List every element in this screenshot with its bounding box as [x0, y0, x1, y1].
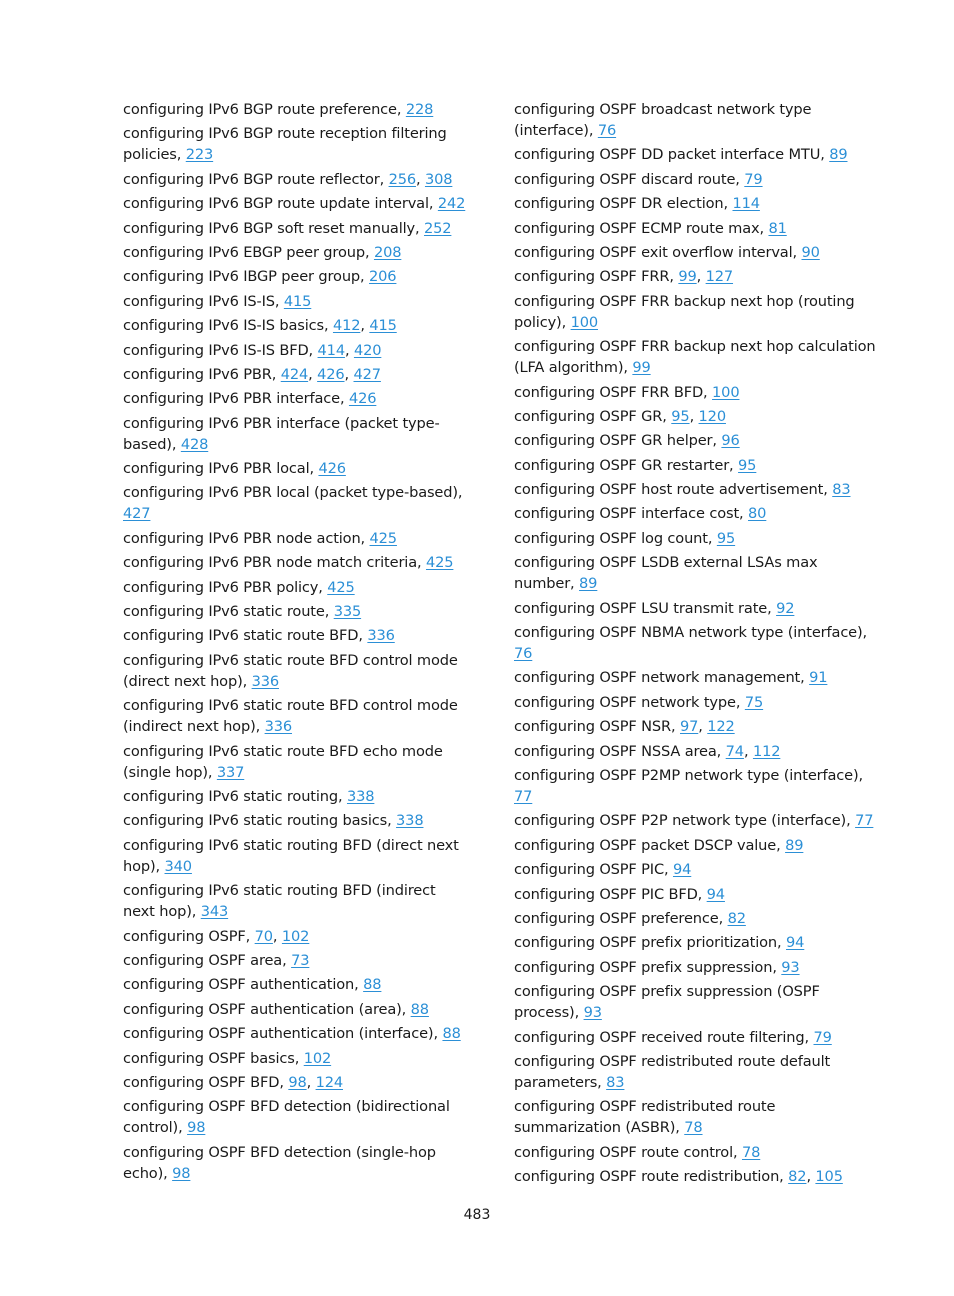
- index-entry: [514, 622, 876, 664]
- index-term: configuring OSPF network management,: [514, 669, 810, 687]
- page-link[interactable]: 428: [180, 435, 209, 453]
- page-link[interactable]: 336: [251, 672, 279, 690]
- index-entry: [123, 552, 468, 573]
- page-link[interactable]: 338: [346, 787, 375, 805]
- index-term: configuring IPv6 BGP route update interval,: [123, 195, 438, 213]
- index-term: configuring OSPF redistributed route default parameters,: [514, 1052, 831, 1091]
- page-link[interactable]: 425: [425, 554, 454, 572]
- index-entry: configuring IPv6 PBR, 424, 426, 427: [123, 365, 381, 383]
- index-entry: configuring IPv6 IS-IS basics, 412, 415: [123, 317, 397, 335]
- page-link[interactable]: 83: [606, 1073, 625, 1091]
- index-term: configuring OSPF NBMA network type (interface),: [514, 624, 868, 642]
- index-term: configuring OSPF FRR backup next hop (routing policy),: [514, 292, 855, 331]
- page-link[interactable]: 426: [318, 460, 346, 478]
- index-entry: configuring IPv6 IS-IS BFD, 414, 420: [123, 341, 382, 359]
- index-term: configuring OSPF BFD detection (single-hop echo),: [123, 1143, 436, 1182]
- index-entry: [123, 242, 468, 263]
- page-link[interactable]: 91: [809, 669, 828, 687]
- page-link[interactable]: 97: [680, 718, 699, 736]
- index-entry: [123, 650, 468, 692]
- index-entry: [514, 291, 876, 333]
- index-term: configuring OSPF FRR BFD,: [514, 383, 713, 401]
- page-link[interactable]: 223: [185, 146, 214, 164]
- index-term: configuring IPv6 BGP soft reset manually,: [123, 219, 424, 237]
- page-link[interactable]: 100: [570, 313, 598, 331]
- index-term: configuring OSPF log count,: [514, 529, 717, 547]
- index-term: configuring OSPF basics,: [123, 1049, 304, 1067]
- index-term: configuring OSPF,: [123, 927, 255, 945]
- index-entry: [514, 859, 876, 880]
- page-link[interactable]: 82: [788, 1168, 807, 1186]
- index-entry: [514, 455, 876, 476]
- index-entry: [123, 974, 468, 995]
- index-term: configuring OSPF broadcast network type (interface),: [514, 101, 812, 139]
- page-link[interactable]: 426: [348, 390, 377, 408]
- index-term: configuring IPv6 static route,: [123, 603, 334, 621]
- index-entry: [514, 667, 876, 688]
- index-term: configuring OSPF LSDB external LSAs max number,: [514, 554, 818, 593]
- page-link[interactable]: 427: [123, 505, 151, 523]
- index-term: configuring OSPF BFD,: [123, 1073, 289, 1091]
- index-term: configuring IPv6 PBR local (packet type-based),: [123, 484, 463, 502]
- index-entry: [514, 169, 876, 190]
- index-entry: [123, 1048, 468, 1069]
- index-entry: [123, 810, 468, 831]
- page-link[interactable]: 88: [410, 1000, 429, 1018]
- page-link[interactable]: 93: [781, 958, 800, 976]
- page-link[interactable]: 127: [705, 268, 734, 286]
- index-entry: [514, 981, 876, 1023]
- page-link[interactable]: 343: [200, 903, 229, 921]
- index-entry: [123, 1096, 468, 1138]
- page-link[interactable]: 338: [396, 812, 424, 830]
- index-term: configuring OSPF BFD detection (bidirectional control),: [123, 1098, 450, 1137]
- index-entry: [514, 336, 876, 378]
- index-entry: [514, 144, 876, 165]
- index-entry: [123, 577, 468, 598]
- index-term: configuring OSPF GR helper,: [514, 432, 722, 450]
- index-term: configuring IPv6 BGP route reflector,: [123, 170, 389, 188]
- page-link[interactable]: 242: [437, 195, 466, 213]
- index-entry: [123, 291, 468, 312]
- index-term: configuring IPv6 PBR node match criteria,: [123, 554, 426, 572]
- page-link[interactable]: 415: [283, 292, 312, 310]
- index-term: configuring OSPF packet DSCP value,: [514, 836, 786, 854]
- page-link[interactable]: 206: [369, 268, 397, 286]
- page-number: 483: [463, 1207, 491, 1223]
- index-entry: [123, 1023, 468, 1044]
- page-link[interactable]: 94: [706, 885, 725, 903]
- index-entry: [514, 835, 876, 856]
- index-entry: [514, 1142, 876, 1163]
- page-link[interactable]: 99: [632, 359, 651, 377]
- page-link[interactable]: 414: [317, 341, 345, 359]
- page-link[interactable]: 252: [423, 219, 452, 237]
- index-entry: configuring OSPF GR, 95, 120: [514, 407, 726, 425]
- page-link[interactable]: 78: [741, 1143, 761, 1161]
- index-term: configuring OSPF FRR,: [514, 268, 679, 286]
- index-term: configuring OSPF FRR backup next hop calculation (LFA algorithm),: [514, 338, 876, 377]
- page-link[interactable]: 95: [716, 529, 736, 547]
- index-term: configuring OSPF authentication (area),: [123, 1000, 411, 1018]
- index-column-left: [123, 99, 468, 1187]
- index-term: configuring IPv6 EBGP peer group,: [123, 243, 374, 261]
- page-link[interactable]: 336: [264, 718, 292, 736]
- index-entry: [123, 601, 468, 622]
- index-term: configuring OSPF authentication,: [123, 976, 364, 994]
- index-entry: [514, 503, 876, 524]
- index-entry: [514, 193, 876, 214]
- page-link[interactable]: 70: [254, 927, 273, 945]
- index-entry: [123, 218, 468, 239]
- index-entry: [514, 218, 876, 239]
- page-link[interactable]: 340: [164, 857, 192, 875]
- page-link[interactable]: 77: [514, 787, 533, 805]
- index-term: configuring IPv6 PBR,: [123, 365, 281, 383]
- index-term: configuring IPv6 IBGP peer group,: [123, 268, 370, 286]
- page-link[interactable]: 79: [813, 1028, 832, 1046]
- page-link[interactable]: 75: [744, 693, 764, 711]
- page-link[interactable]: 98: [288, 1073, 307, 1091]
- page-link[interactable]: 425: [327, 578, 355, 596]
- page-link[interactable]: 78: [684, 1119, 703, 1137]
- page-link[interactable]: 81: [768, 219, 787, 237]
- index-entry: [123, 123, 468, 165]
- index-entry: configuring OSPF, 70, 102: [123, 927, 310, 945]
- page-link[interactable]: 98: [187, 1119, 206, 1137]
- index-term: configuring OSPF prefix suppression,: [514, 958, 782, 976]
- index-entry: [514, 99, 876, 141]
- index-entry: [123, 835, 468, 877]
- page-link[interactable]: 124: [315, 1073, 343, 1091]
- index-entry: [514, 552, 876, 594]
- page-link[interactable]: 208: [373, 243, 402, 261]
- index-term: configuring OSPF network type,: [514, 693, 745, 711]
- page-link[interactable]: 89: [829, 146, 848, 164]
- index-entry: [123, 528, 468, 549]
- page-link[interactable]: 79: [744, 170, 763, 188]
- page-link[interactable]: 114: [732, 195, 760, 213]
- index-term: configuring OSPF host route advertisement,: [514, 481, 833, 499]
- page-link[interactable]: 337: [216, 763, 245, 781]
- page-link[interactable]: 420: [353, 341, 382, 359]
- page-link[interactable]: 335: [333, 603, 362, 621]
- index-term: configuring OSPF area,: [123, 951, 292, 969]
- index-term: configuring IPv6 IS-IS BFD,: [123, 341, 318, 359]
- page-link[interactable]: 93: [583, 1004, 602, 1022]
- index-term: configuring IPv6 PBR node action,: [123, 529, 370, 547]
- page-link[interactable]: 102: [303, 1049, 332, 1067]
- page-link[interactable]: 95: [671, 407, 690, 425]
- index-term: configuring OSPF P2MP network type (interface),: [514, 766, 864, 784]
- index-term: configuring IPv6 static route BFD control mode (indirect next hop),: [123, 697, 458, 736]
- index-term: configuring OSPF route redistribution,: [514, 1168, 789, 1186]
- index-entry: [123, 950, 468, 971]
- index-entry: configuring OSPF NSR, 97, 122: [514, 718, 735, 736]
- index-term: configuring OSPF exit overflow interval,: [514, 243, 802, 261]
- index-term: configuring OSPF PIC BFD,: [514, 885, 707, 903]
- page-link[interactable]: 308: [424, 170, 453, 188]
- index-entry: [514, 957, 876, 978]
- page-link[interactable]: 427: [353, 365, 381, 383]
- index-term: configuring OSPF DD packet interface MTU,: [514, 146, 830, 164]
- page-link[interactable]: 73: [291, 951, 310, 969]
- index-term: configuring OSPF route control,: [514, 1143, 742, 1161]
- page-link[interactable]: 100: [712, 383, 740, 401]
- page-link[interactable]: 98: [172, 1164, 191, 1182]
- index-entry: configuring IPv6 BGP route reflector, 256, 308: [123, 170, 453, 188]
- index-term: configuring OSPF GR,: [514, 407, 672, 425]
- index-term: configuring OSPF interface cost,: [514, 505, 749, 523]
- index-entry: [514, 598, 876, 619]
- page-link[interactable]: 74: [725, 742, 744, 760]
- index-entry: [123, 458, 468, 479]
- index-term: configuring OSPF PIC,: [514, 861, 673, 879]
- index-entry: [514, 1051, 876, 1093]
- index-term: configuring OSPF discard route,: [514, 170, 745, 188]
- index-column-right: [514, 99, 876, 1190]
- index-entry: [123, 999, 468, 1020]
- index-term: configuring OSPF prefix prioritization,: [514, 934, 787, 952]
- page-link[interactable]: 88: [442, 1025, 461, 1043]
- page-link[interactable]: 112: [752, 742, 781, 760]
- page-link[interactable]: 77: [855, 812, 874, 830]
- page-link[interactable]: 415: [369, 317, 397, 335]
- index-entry: configuring OSPF BFD, 98, 124: [123, 1073, 343, 1091]
- page-link[interactable]: 99: [678, 268, 697, 286]
- index-term: configuring IPv6 static routing basics,: [123, 812, 397, 830]
- index-entry: [123, 99, 468, 120]
- index-term: configuring IPv6 IS-IS,: [123, 292, 284, 310]
- index-term: configuring IPv6 static route BFD echo mode (single hop),: [123, 742, 443, 781]
- page-link[interactable]: 89: [579, 575, 598, 593]
- page-link[interactable]: 83: [832, 481, 851, 499]
- index-entry: [123, 741, 468, 783]
- index-term: configuring IPv6 BGP route preference,: [123, 101, 406, 118]
- page-link[interactable]: 94: [786, 934, 805, 952]
- page-link[interactable]: 89: [785, 836, 804, 854]
- index-term: configuring OSPF NSR,: [514, 718, 680, 736]
- page-link[interactable]: 228: [405, 101, 434, 118]
- page-link[interactable]: 82: [727, 909, 746, 927]
- index-entry: [123, 786, 468, 807]
- index-entry: [514, 430, 876, 451]
- index-entry: [123, 625, 468, 646]
- page-link[interactable]: 80: [748, 505, 767, 523]
- index-entry: [514, 932, 876, 953]
- page-link[interactable]: 76: [597, 122, 617, 139]
- index-term: configuring IPv6 static route BFD control mode (direct next hop),: [123, 651, 458, 690]
- page-link[interactable]: 425: [369, 529, 397, 547]
- index-entry: [123, 266, 468, 287]
- index-term: configuring IPv6 IS-IS basics,: [123, 317, 333, 335]
- index-entry: [514, 479, 876, 500]
- page-link[interactable]: 95: [738, 456, 757, 474]
- page-link[interactable]: 88: [363, 976, 382, 994]
- index-entry: [514, 884, 876, 905]
- page-link[interactable]: 90: [801, 243, 820, 261]
- page-link[interactable]: 92: [776, 599, 795, 617]
- index-term: configuring IPv6 static routing BFD (indirect next hop),: [123, 882, 436, 921]
- index-entry: [514, 242, 876, 263]
- index-entry: [514, 1027, 876, 1048]
- index-entry: [514, 692, 876, 713]
- index-term: configuring IPv6 BGP route reception filtering policies,: [123, 125, 447, 164]
- index-entry: [514, 1096, 876, 1138]
- index-term: configuring OSPF redistributed route summarization (ASBR),: [514, 1098, 776, 1137]
- index-term: configuring IPv6 static routing,: [123, 787, 347, 805]
- index-term: configuring IPv6 static route BFD,: [123, 627, 368, 645]
- index-entry: [123, 193, 468, 214]
- index-term: configuring OSPF ECMP route max,: [514, 219, 769, 237]
- index-term: configuring IPv6 static routing BFD (direct next hop),: [123, 836, 459, 875]
- index-term: configuring OSPF received route filtering,: [514, 1028, 814, 1046]
- page-link[interactable]: 426: [317, 365, 345, 383]
- page-link[interactable]: 96: [721, 432, 740, 450]
- page-link[interactable]: 336: [367, 627, 395, 645]
- index-entry: [123, 482, 468, 524]
- index-term: configuring IPv6 PBR policy,: [123, 578, 328, 596]
- page-link[interactable]: 76: [514, 645, 533, 663]
- index-term: configuring IPv6 PBR local,: [123, 460, 319, 478]
- index-term: configuring OSPF authentication (interface),: [123, 1025, 443, 1043]
- index-entry: [123, 695, 468, 737]
- index-entry: configuring OSPF route redistribution, 82, 105: [514, 1168, 843, 1186]
- page-link[interactable]: 256: [388, 170, 416, 188]
- page-link[interactable]: 94: [672, 861, 692, 879]
- index-entry: configuring OSPF NSSA area, 74, 112: [514, 742, 781, 760]
- index-entry: [514, 528, 876, 549]
- index-entry: [123, 880, 468, 922]
- index-term: configuring OSPF DR election,: [514, 195, 733, 213]
- page-link[interactable]: 120: [698, 407, 726, 425]
- index-term: configuring OSPF GR restarter,: [514, 456, 739, 474]
- index-entry: configuring OSPF FRR, 99, 127: [514, 268, 734, 286]
- index-term: configuring OSPF NSSA area,: [514, 742, 726, 760]
- index-entry: [123, 388, 468, 409]
- page-link[interactable]: 105: [815, 1168, 843, 1186]
- index-term: configuring OSPF preference,: [514, 909, 728, 927]
- index-entry: [123, 413, 468, 455]
- index-term: configuring OSPF P2P network type (interface),: [514, 812, 856, 830]
- page-link[interactable]: 122: [707, 718, 735, 736]
- index-entry: [514, 765, 876, 807]
- page-link[interactable]: 412: [332, 317, 361, 335]
- index-term: configuring IPv6 PBR interface,: [123, 390, 349, 408]
- index-entry: [514, 908, 876, 929]
- index-entry: [123, 1142, 468, 1184]
- index-term: configuring OSPF prefix suppression (OSPF process),: [514, 983, 820, 1022]
- index-entry: [514, 810, 876, 831]
- index-term: configuring OSPF LSU transmit rate,: [514, 599, 777, 617]
- index-term: configuring IPv6 PBR interface (packet type-based),: [123, 414, 440, 453]
- page-link[interactable]: 102: [281, 927, 310, 945]
- page-link[interactable]: 424: [280, 365, 309, 383]
- index-entry: [514, 382, 876, 403]
